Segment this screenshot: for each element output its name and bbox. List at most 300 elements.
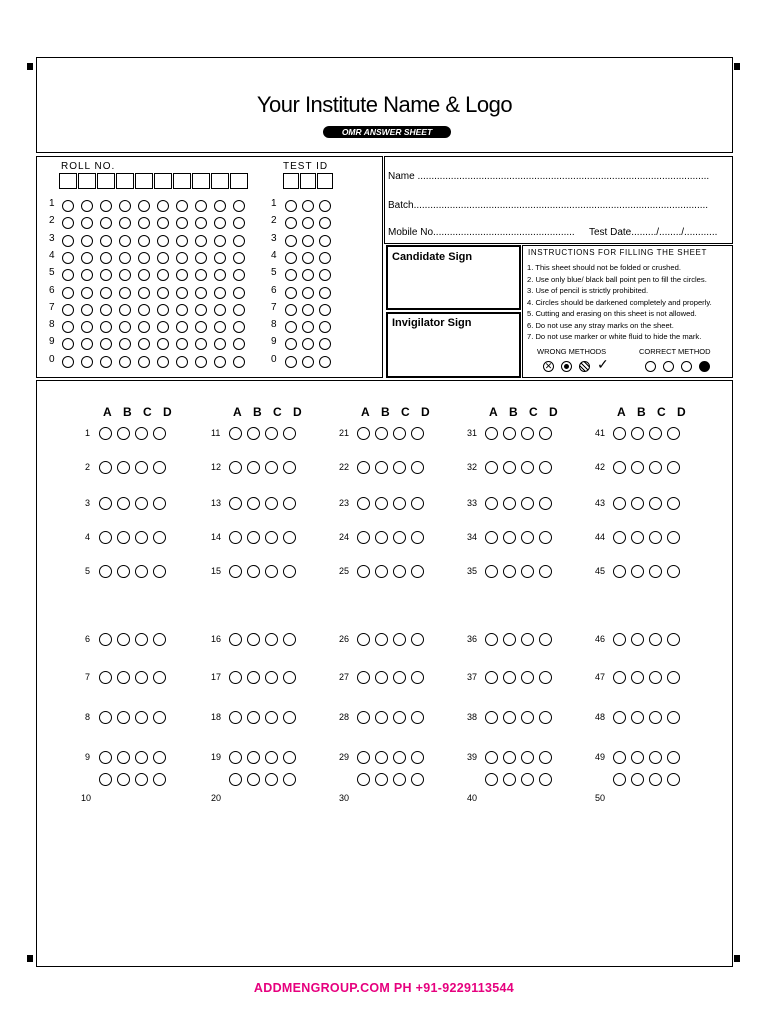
test-id-bubble[interactable]	[319, 287, 331, 299]
answer-bubble[interactable]	[229, 711, 242, 724]
test-id-bubble[interactable]	[285, 252, 297, 264]
answer-bubble[interactable]	[135, 427, 148, 440]
roll-bubble[interactable]	[100, 269, 112, 281]
answer-bubble[interactable]	[99, 671, 112, 684]
roll-bubble[interactable]	[100, 200, 112, 212]
test-id-bubble[interactable]	[302, 235, 314, 247]
roll-bubble[interactable]	[176, 200, 188, 212]
roll-bubble[interactable]	[157, 321, 169, 333]
roll-bubble[interactable]	[100, 252, 112, 264]
answer-bubble[interactable]	[117, 633, 130, 646]
roll-bubble[interactable]	[233, 200, 245, 212]
answer-bubble[interactable]	[613, 671, 626, 684]
answer-bubble[interactable]	[135, 711, 148, 724]
roll-bubble[interactable]	[214, 338, 226, 350]
roll-bubble[interactable]	[81, 200, 93, 212]
answer-bubble[interactable]	[153, 461, 166, 474]
answer-bubble[interactable]	[503, 461, 516, 474]
answer-bubble[interactable]	[375, 711, 388, 724]
roll-bubble[interactable]	[157, 200, 169, 212]
test-id-bubble[interactable]	[302, 356, 314, 368]
answer-bubble[interactable]	[283, 427, 296, 440]
answer-bubble[interactable]	[485, 751, 498, 764]
roll-bubble[interactable]	[138, 217, 150, 229]
answer-bubble[interactable]	[265, 565, 278, 578]
answer-bubble[interactable]	[411, 671, 424, 684]
answer-bubble[interactable]	[357, 773, 370, 786]
answer-bubble[interactable]	[539, 671, 552, 684]
answer-bubble[interactable]	[667, 565, 680, 578]
answer-bubble[interactable]	[539, 565, 552, 578]
answer-bubble[interactable]	[613, 565, 626, 578]
answer-bubble[interactable]	[411, 773, 424, 786]
answer-bubble[interactable]	[357, 633, 370, 646]
roll-bubble[interactable]	[195, 287, 207, 299]
answer-bubble[interactable]	[485, 497, 498, 510]
test-id-bubble[interactable]	[302, 304, 314, 316]
roll-digit-cell[interactable]	[211, 173, 229, 189]
answer-bubble[interactable]	[99, 531, 112, 544]
answer-bubble[interactable]	[99, 773, 112, 786]
answer-bubble[interactable]	[411, 497, 424, 510]
answer-bubble[interactable]	[393, 427, 406, 440]
answer-bubble[interactable]	[283, 531, 296, 544]
answer-bubble[interactable]	[667, 773, 680, 786]
roll-bubble[interactable]	[100, 356, 112, 368]
answer-bubble[interactable]	[393, 773, 406, 786]
answer-bubble[interactable]	[247, 427, 260, 440]
answer-bubble[interactable]	[649, 427, 662, 440]
answer-bubble[interactable]	[117, 427, 130, 440]
answer-bubble[interactable]	[539, 773, 552, 786]
roll-bubble[interactable]	[233, 235, 245, 247]
roll-bubble[interactable]	[214, 287, 226, 299]
answer-bubble[interactable]	[631, 427, 644, 440]
roll-bubble[interactable]	[119, 252, 131, 264]
answer-bubble[interactable]	[153, 671, 166, 684]
roll-bubble[interactable]	[195, 356, 207, 368]
roll-digit-cell[interactable]	[116, 173, 134, 189]
answer-bubble[interactable]	[393, 751, 406, 764]
roll-digit-cell[interactable]	[135, 173, 153, 189]
test-id-bubble[interactable]	[285, 200, 297, 212]
roll-bubble[interactable]	[138, 252, 150, 264]
answer-bubble[interactable]	[649, 751, 662, 764]
answer-bubble[interactable]	[503, 671, 516, 684]
answer-bubble[interactable]	[117, 461, 130, 474]
roll-bubble[interactable]	[176, 269, 188, 281]
answer-bubble[interactable]	[521, 751, 534, 764]
answer-bubble[interactable]	[521, 427, 534, 440]
answer-bubble[interactable]	[99, 461, 112, 474]
answer-bubble[interactable]	[265, 773, 278, 786]
test-id-bubble[interactable]	[302, 252, 314, 264]
answer-bubble[interactable]	[99, 565, 112, 578]
answer-bubble[interactable]	[357, 497, 370, 510]
answer-bubble[interactable]	[485, 427, 498, 440]
answer-bubble[interactable]	[631, 671, 644, 684]
answer-bubble[interactable]	[357, 565, 370, 578]
batch-field[interactable]: Batch..........................................................................................................	[388, 200, 709, 211]
answer-bubble[interactable]	[503, 751, 516, 764]
answer-bubble[interactable]	[283, 461, 296, 474]
answer-bubble[interactable]	[649, 773, 662, 786]
answer-bubble[interactable]	[265, 461, 278, 474]
roll-bubble[interactable]	[214, 235, 226, 247]
roll-bubble[interactable]	[100, 287, 112, 299]
roll-bubble[interactable]	[157, 356, 169, 368]
roll-bubble[interactable]	[138, 200, 150, 212]
answer-bubble[interactable]	[503, 427, 516, 440]
answer-bubble[interactable]	[613, 531, 626, 544]
answer-bubble[interactable]	[649, 633, 662, 646]
roll-bubble[interactable]	[119, 356, 131, 368]
answer-bubble[interactable]	[135, 565, 148, 578]
answer-bubble[interactable]	[667, 633, 680, 646]
roll-bubble[interactable]	[138, 321, 150, 333]
test-id-bubble[interactable]	[302, 217, 314, 229]
answer-bubble[interactable]	[135, 633, 148, 646]
test-id-bubble[interactable]	[319, 338, 331, 350]
roll-bubble[interactable]	[81, 252, 93, 264]
answer-bubble[interactable]	[485, 671, 498, 684]
test-id-digit-cell[interactable]	[300, 173, 316, 189]
roll-bubble[interactable]	[119, 235, 131, 247]
answer-bubble[interactable]	[229, 751, 242, 764]
answer-bubble[interactable]	[357, 461, 370, 474]
answer-bubble[interactable]	[631, 497, 644, 510]
roll-bubble[interactable]	[138, 338, 150, 350]
test-id-bubble[interactable]	[285, 338, 297, 350]
roll-bubble[interactable]	[157, 338, 169, 350]
roll-bubble[interactable]	[214, 269, 226, 281]
roll-bubble[interactable]	[62, 269, 74, 281]
roll-bubble[interactable]	[62, 356, 74, 368]
answer-bubble[interactable]	[153, 427, 166, 440]
test-id-bubble[interactable]	[285, 304, 297, 316]
answer-bubble[interactable]	[229, 633, 242, 646]
answer-bubble[interactable]	[375, 751, 388, 764]
roll-bubble[interactable]	[176, 304, 188, 316]
roll-bubble[interactable]	[214, 304, 226, 316]
invigilator-sign-box[interactable]	[386, 312, 521, 378]
answer-bubble[interactable]	[411, 565, 424, 578]
roll-bubble[interactable]	[214, 321, 226, 333]
answer-bubble[interactable]	[631, 711, 644, 724]
answer-bubble[interactable]	[613, 773, 626, 786]
answer-bubble[interactable]	[485, 531, 498, 544]
answer-bubble[interactable]	[539, 711, 552, 724]
answer-bubble[interactable]	[503, 711, 516, 724]
answer-bubble[interactable]	[375, 497, 388, 510]
roll-bubble[interactable]	[157, 252, 169, 264]
answer-bubble[interactable]	[265, 711, 278, 724]
answer-bubble[interactable]	[283, 671, 296, 684]
roll-bubble[interactable]	[214, 356, 226, 368]
test-id-bubble[interactable]	[285, 287, 297, 299]
roll-bubble[interactable]	[119, 200, 131, 212]
answer-bubble[interactable]	[375, 773, 388, 786]
roll-bubble[interactable]	[81, 321, 93, 333]
answer-bubble[interactable]	[649, 497, 662, 510]
answer-bubble[interactable]	[247, 461, 260, 474]
answer-bubble[interactable]	[393, 565, 406, 578]
roll-bubble[interactable]	[81, 287, 93, 299]
answer-bubble[interactable]	[521, 531, 534, 544]
roll-bubble[interactable]	[157, 269, 169, 281]
answer-bubble[interactable]	[393, 461, 406, 474]
answer-bubble[interactable]	[503, 531, 516, 544]
answer-bubble[interactable]	[375, 633, 388, 646]
roll-bubble[interactable]	[81, 356, 93, 368]
roll-bubble[interactable]	[157, 304, 169, 316]
answer-bubble[interactable]	[375, 461, 388, 474]
answer-bubble[interactable]	[153, 773, 166, 786]
answer-bubble[interactable]	[521, 565, 534, 578]
roll-bubble[interactable]	[195, 235, 207, 247]
roll-bubble[interactable]	[100, 304, 112, 316]
answer-bubble[interactable]	[411, 427, 424, 440]
answer-bubble[interactable]	[375, 671, 388, 684]
answer-bubble[interactable]	[357, 751, 370, 764]
roll-bubble[interactable]	[62, 338, 74, 350]
roll-bubble[interactable]	[176, 356, 188, 368]
roll-bubble[interactable]	[81, 269, 93, 281]
answer-bubble[interactable]	[485, 633, 498, 646]
roll-bubble[interactable]	[233, 321, 245, 333]
test-date-field[interactable]: Test Date........./......../............	[589, 227, 718, 238]
answer-bubble[interactable]	[229, 427, 242, 440]
answer-bubble[interactable]	[117, 565, 130, 578]
test-id-bubble[interactable]	[319, 304, 331, 316]
roll-bubble[interactable]	[81, 338, 93, 350]
answer-bubble[interactable]	[649, 461, 662, 474]
roll-digit-cell[interactable]	[154, 173, 172, 189]
roll-bubble[interactable]	[62, 200, 74, 212]
name-field[interactable]: Name .........................................................................................................	[388, 171, 710, 182]
roll-bubble[interactable]	[233, 338, 245, 350]
answer-bubble[interactable]	[631, 461, 644, 474]
answer-bubble[interactable]	[153, 531, 166, 544]
roll-bubble[interactable]	[62, 235, 74, 247]
answer-bubble[interactable]	[247, 711, 260, 724]
roll-bubble[interactable]	[138, 235, 150, 247]
roll-bubble[interactable]	[119, 321, 131, 333]
answer-bubble[interactable]	[265, 671, 278, 684]
answer-bubble[interactable]	[393, 671, 406, 684]
test-id-bubble[interactable]	[319, 321, 331, 333]
answer-bubble[interactable]	[99, 751, 112, 764]
answer-bubble[interactable]	[667, 497, 680, 510]
roll-bubble[interactable]	[138, 304, 150, 316]
answer-bubble[interactable]	[631, 773, 644, 786]
answer-bubble[interactable]	[521, 711, 534, 724]
answer-bubble[interactable]	[667, 671, 680, 684]
roll-digit-cell[interactable]	[192, 173, 210, 189]
test-id-bubble[interactable]	[302, 287, 314, 299]
answer-bubble[interactable]	[135, 671, 148, 684]
roll-bubble[interactable]	[138, 356, 150, 368]
test-id-bubble[interactable]	[302, 200, 314, 212]
roll-bubble[interactable]	[195, 304, 207, 316]
roll-bubble[interactable]	[176, 217, 188, 229]
roll-bubble[interactable]	[214, 200, 226, 212]
answer-bubble[interactable]	[485, 461, 498, 474]
answer-bubble[interactable]	[117, 773, 130, 786]
answer-bubble[interactable]	[503, 633, 516, 646]
roll-bubble[interactable]	[81, 304, 93, 316]
answer-bubble[interactable]	[539, 531, 552, 544]
answer-bubble[interactable]	[393, 711, 406, 724]
test-id-bubble[interactable]	[285, 217, 297, 229]
answer-bubble[interactable]	[135, 531, 148, 544]
answer-bubble[interactable]	[631, 751, 644, 764]
answer-bubble[interactable]	[117, 671, 130, 684]
answer-bubble[interactable]	[229, 531, 242, 544]
answer-bubble[interactable]	[357, 427, 370, 440]
answer-bubble[interactable]	[539, 427, 552, 440]
test-id-bubble[interactable]	[285, 269, 297, 281]
test-id-bubble[interactable]	[319, 200, 331, 212]
answer-bubble[interactable]	[375, 427, 388, 440]
roll-digit-cell[interactable]	[173, 173, 191, 189]
answer-bubble[interactable]	[485, 565, 498, 578]
answer-bubble[interactable]	[631, 565, 644, 578]
answer-bubble[interactable]	[649, 565, 662, 578]
answer-bubble[interactable]	[135, 461, 148, 474]
answer-bubble[interactable]	[135, 497, 148, 510]
answer-bubble[interactable]	[411, 633, 424, 646]
answer-bubble[interactable]	[503, 773, 516, 786]
answer-bubble[interactable]	[613, 427, 626, 440]
roll-bubble[interactable]	[195, 269, 207, 281]
answer-bubble[interactable]	[357, 531, 370, 544]
test-id-bubble[interactable]	[302, 321, 314, 333]
roll-bubble[interactable]	[157, 235, 169, 247]
answer-bubble[interactable]	[247, 751, 260, 764]
answer-bubble[interactable]	[521, 633, 534, 646]
roll-bubble[interactable]	[119, 287, 131, 299]
answer-bubble[interactable]	[613, 461, 626, 474]
roll-bubble[interactable]	[176, 235, 188, 247]
answer-bubble[interactable]	[393, 497, 406, 510]
answer-bubble[interactable]	[485, 773, 498, 786]
answer-bubble[interactable]	[265, 751, 278, 764]
answer-bubble[interactable]	[375, 531, 388, 544]
answer-bubble[interactable]	[613, 711, 626, 724]
test-id-bubble[interactable]	[285, 356, 297, 368]
answer-bubble[interactable]	[247, 497, 260, 510]
answer-bubble[interactable]	[247, 671, 260, 684]
roll-bubble[interactable]	[233, 287, 245, 299]
answer-bubble[interactable]	[521, 773, 534, 786]
roll-digit-cell[interactable]	[78, 173, 96, 189]
answer-bubble[interactable]	[521, 671, 534, 684]
roll-bubble[interactable]	[62, 287, 74, 299]
answer-bubble[interactable]	[411, 711, 424, 724]
test-id-digit-cell[interactable]	[317, 173, 333, 189]
roll-bubble[interactable]	[119, 217, 131, 229]
answer-bubble[interactable]	[283, 751, 296, 764]
answer-bubble[interactable]	[667, 427, 680, 440]
answer-bubble[interactable]	[631, 531, 644, 544]
answer-bubble[interactable]	[613, 497, 626, 510]
answer-bubble[interactable]	[229, 461, 242, 474]
answer-bubble[interactable]	[649, 671, 662, 684]
answer-bubble[interactable]	[135, 773, 148, 786]
roll-bubble[interactable]	[119, 304, 131, 316]
roll-bubble[interactable]	[195, 252, 207, 264]
answer-bubble[interactable]	[153, 497, 166, 510]
roll-bubble[interactable]	[81, 235, 93, 247]
answer-bubble[interactable]	[229, 565, 242, 578]
answer-bubble[interactable]	[283, 497, 296, 510]
roll-bubble[interactable]	[214, 217, 226, 229]
roll-bubble[interactable]	[233, 252, 245, 264]
test-id-bubble[interactable]	[302, 269, 314, 281]
roll-bubble[interactable]	[100, 235, 112, 247]
roll-bubble[interactable]	[119, 269, 131, 281]
answer-bubble[interactable]	[153, 751, 166, 764]
roll-bubble[interactable]	[62, 321, 74, 333]
answer-bubble[interactable]	[229, 671, 242, 684]
test-id-digit-cell[interactable]	[283, 173, 299, 189]
test-id-bubble[interactable]	[319, 217, 331, 229]
mobile-field[interactable]: Mobile No...................................................	[388, 227, 575, 238]
answer-bubble[interactable]	[539, 751, 552, 764]
test-id-bubble[interactable]	[285, 321, 297, 333]
answer-bubble[interactable]	[247, 633, 260, 646]
roll-bubble[interactable]	[157, 217, 169, 229]
answer-bubble[interactable]	[135, 751, 148, 764]
answer-bubble[interactable]	[99, 427, 112, 440]
roll-bubble[interactable]	[176, 287, 188, 299]
answer-bubble[interactable]	[539, 497, 552, 510]
answer-bubble[interactable]	[247, 773, 260, 786]
roll-bubble[interactable]	[233, 217, 245, 229]
answer-bubble[interactable]	[667, 531, 680, 544]
test-id-bubble[interactable]	[302, 338, 314, 350]
answer-bubble[interactable]	[283, 633, 296, 646]
answer-bubble[interactable]	[117, 751, 130, 764]
roll-bubble[interactable]	[100, 217, 112, 229]
answer-bubble[interactable]	[393, 531, 406, 544]
roll-bubble[interactable]	[176, 338, 188, 350]
answer-bubble[interactable]	[667, 461, 680, 474]
answer-bubble[interactable]	[265, 427, 278, 440]
answer-bubble[interactable]	[117, 497, 130, 510]
answer-bubble[interactable]	[539, 461, 552, 474]
answer-bubble[interactable]	[503, 497, 516, 510]
answer-bubble[interactable]	[265, 497, 278, 510]
roll-bubble[interactable]	[233, 269, 245, 281]
roll-bubble[interactable]	[62, 252, 74, 264]
test-id-bubble[interactable]	[319, 269, 331, 281]
answer-bubble[interactable]	[99, 633, 112, 646]
answer-bubble[interactable]	[411, 461, 424, 474]
answer-bubble[interactable]	[503, 565, 516, 578]
answer-bubble[interactable]	[411, 751, 424, 764]
answer-bubble[interactable]	[613, 633, 626, 646]
answer-bubble[interactable]	[117, 531, 130, 544]
answer-bubble[interactable]	[153, 711, 166, 724]
answer-bubble[interactable]	[265, 531, 278, 544]
roll-bubble[interactable]	[100, 338, 112, 350]
answer-bubble[interactable]	[631, 633, 644, 646]
roll-bubble[interactable]	[195, 200, 207, 212]
answer-bubble[interactable]	[265, 633, 278, 646]
answer-bubble[interactable]	[485, 711, 498, 724]
